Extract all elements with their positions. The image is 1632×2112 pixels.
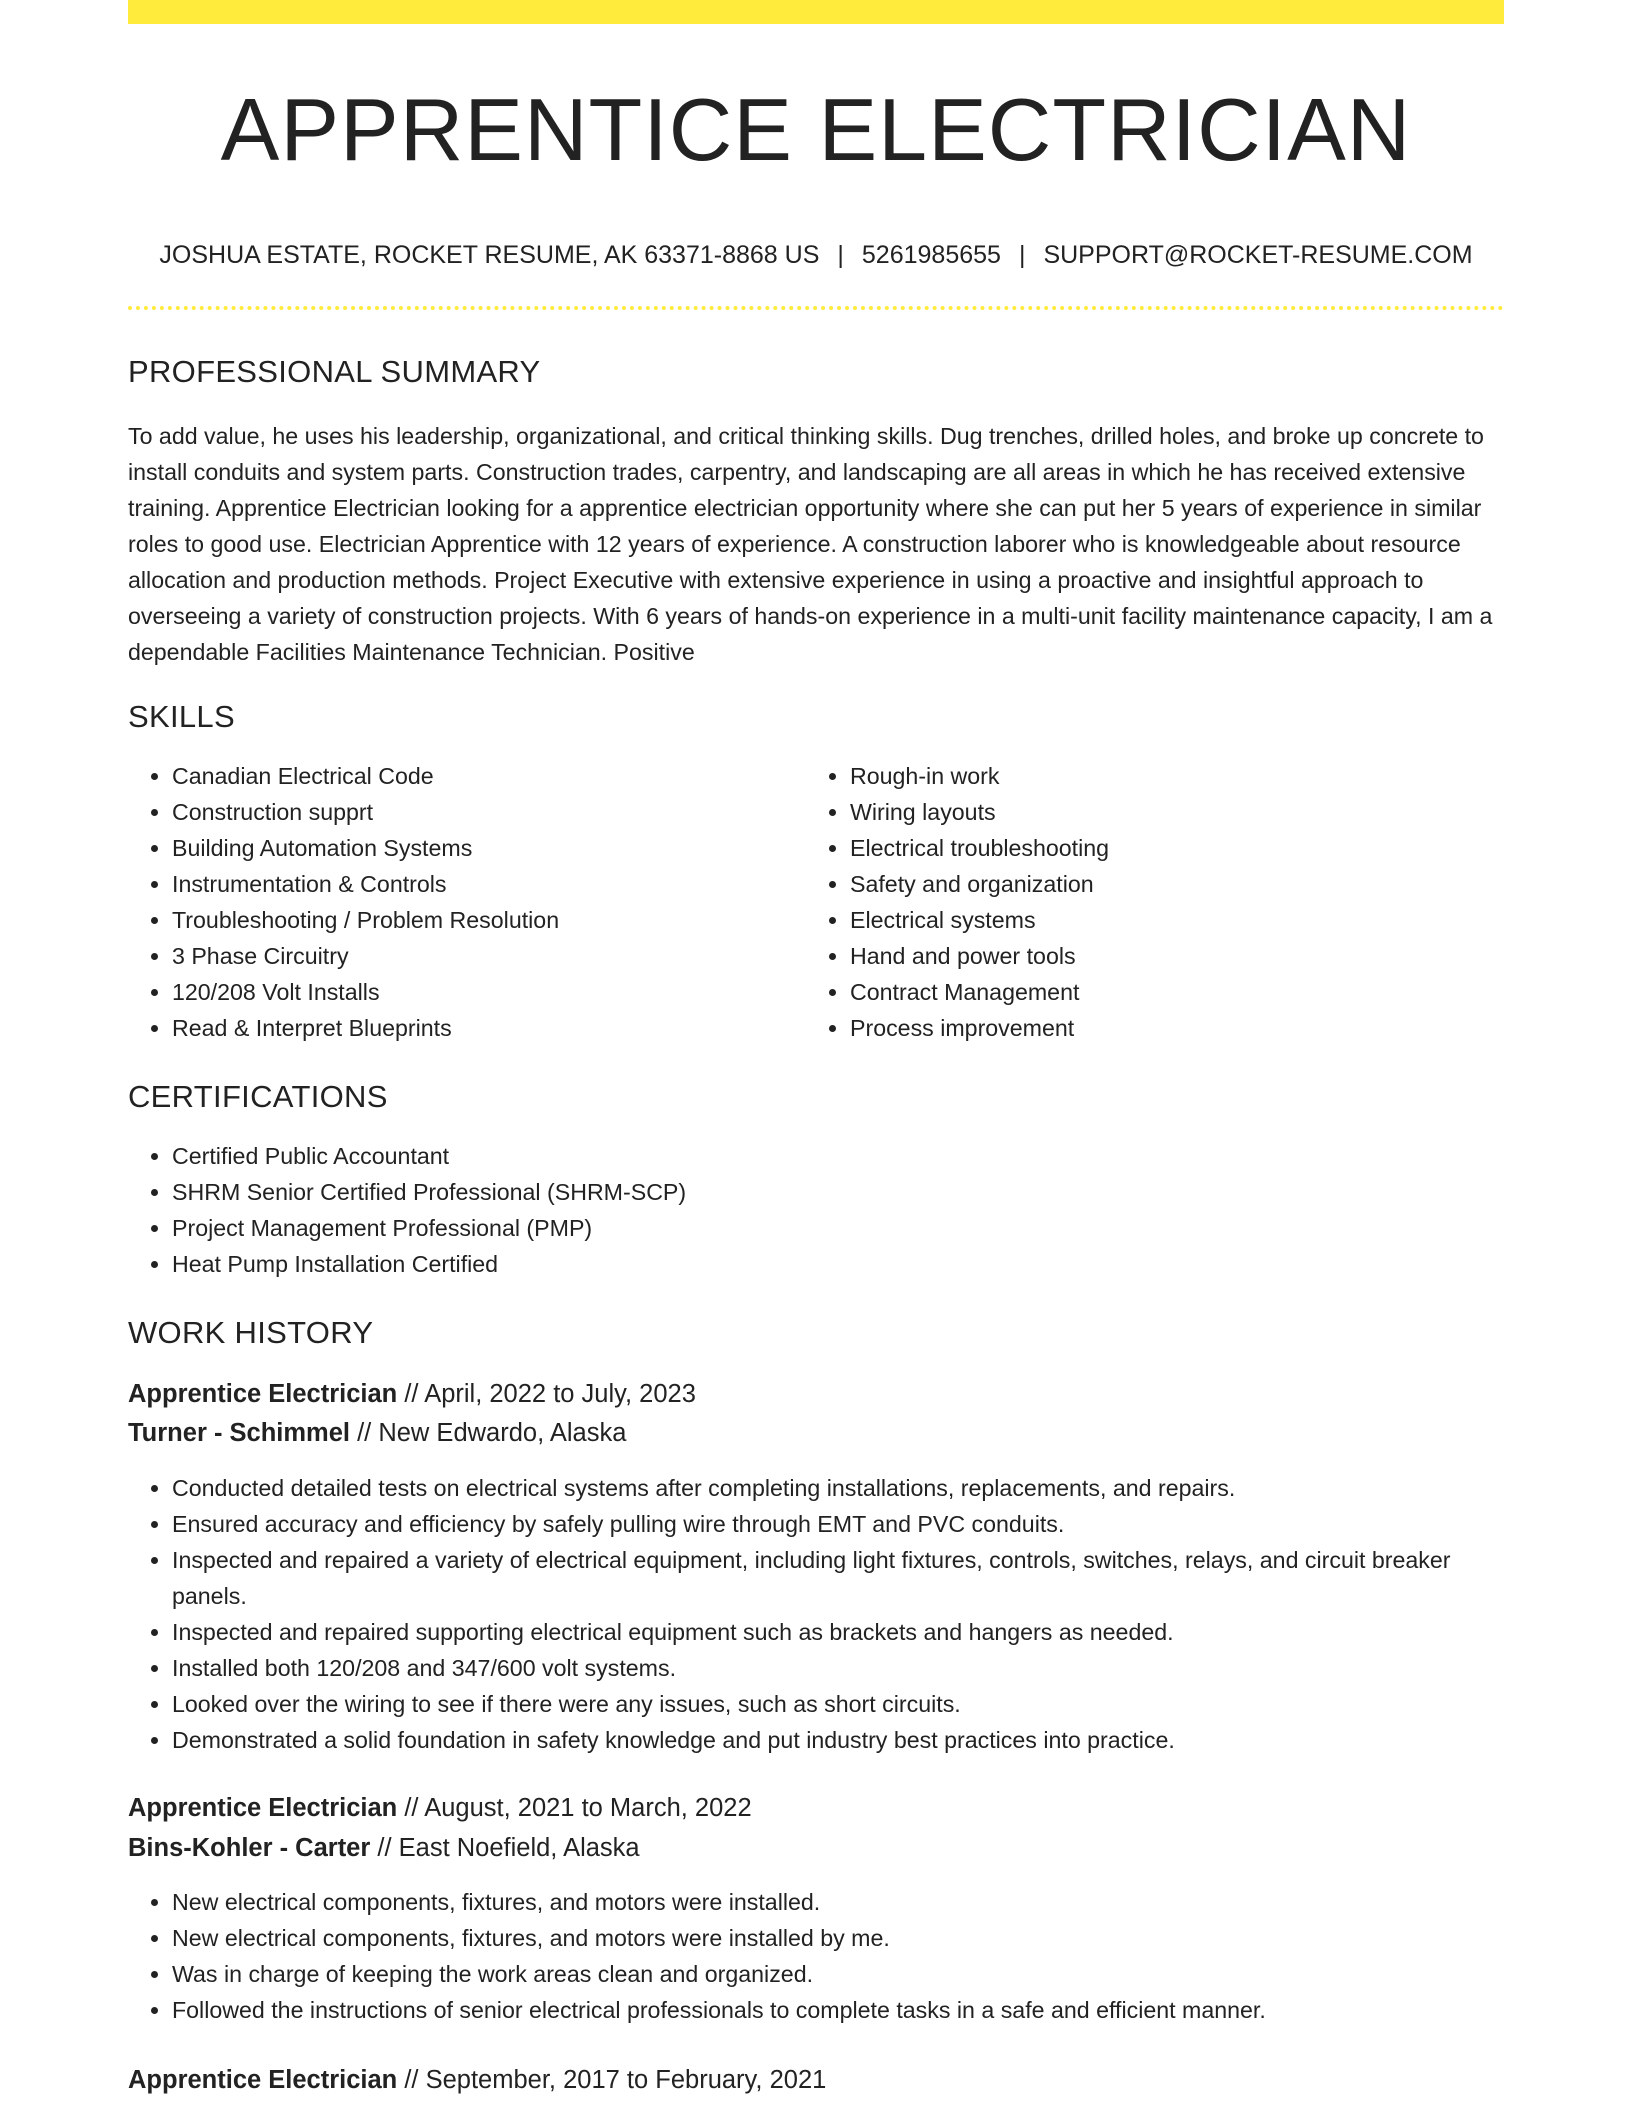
job-title-line <box>128 2061 1504 2099</box>
summary-text: To add value, he uses his leadership, organizational, and critical thinking skills. Dug trenches, drilled holes, and broke up concrete to install conduits and system parts. Construction trades, carpentry, and landscaping are all areas in which he has received extensive training. Apprentice Electrician looking for a apprentice electrician opportunity where she can put her 5 years of experience in similar roles to good use. Electrician Apprentice with 12 years of experience. A construction laborer who is knowledgeable about resource allocation and production methods. Project Executive with extensive experience in using a proactive and insightful approach to overseeing a variety of construction projects. With 6 years of hands-on experience in a multi-unit facility maintenance capacity, I am a dependable Facilities Maintenance Technician. Positive <box>128 423 1493 665</box>
job-bullet-list <box>128 1884 1504 2028</box>
job-bullet-list <box>128 1470 1504 1758</box>
work-history-heading: WORK HISTORY <box>128 1315 374 1350</box>
skill-item: • Building Automation Systems <box>172 830 788 866</box>
skill-item: • Contract Management <box>850 974 1466 1010</box>
job-bullet: • Demonstrated a solid foundation in safety knowledge and put industry best practices into practice. <box>172 1722 1504 1758</box>
job-company: Bins-Kohler - Carter <box>128 1834 371 1862</box>
job-bullet: • Looked over the wiring to see if there were any issues, such as short circuits. <box>172 1686 1504 1722</box>
skill-item: • Canadian Electrical Code <box>172 758 788 794</box>
job-company-line <box>128 1414 1504 1452</box>
certification-item: • Project Management Professional (PMP) <box>172 1210 1128 1246</box>
skill-item: • Rough-in work <box>850 758 1466 794</box>
skill-item: • Electrical systems <box>850 902 1466 938</box>
job-location: // East Noefield, Alaska <box>370 1834 640 1862</box>
skills-left-column <box>128 758 788 1046</box>
job-dates: // September, 2017 to February, 2021 <box>397 2066 827 2094</box>
skill-item: • Read & Interpret Blueprints <box>172 1010 788 1046</box>
job-role: Apprentice Electrician <box>128 1380 398 1408</box>
job-title-line <box>128 1375 1504 1413</box>
certification-item: • Heat Pump Installation Certified <box>172 1246 1128 1282</box>
job-bullet: • Inspected and repaired supporting electrical equipment such as brackets and hangers as needed. <box>172 1614 1504 1650</box>
skills-heading: SKILLS <box>128 699 235 734</box>
contact-phone: 5261985655 <box>861 241 1001 269</box>
contact-separator: | <box>837 241 844 269</box>
job-role: Apprentice Electrician <box>128 2066 398 2094</box>
skill-item: • Troubleshooting / Problem Resolution <box>172 902 788 938</box>
job-company-line <box>128 1829 1504 1867</box>
skill-item: • Instrumentation & Controls <box>172 866 788 902</box>
certification-item: • Certified Public Accountant <box>172 1138 1128 1174</box>
job-title-line <box>128 1789 1504 1827</box>
job-bullet: • New electrical components, fixtures, and motors were installed. <box>172 1884 1504 1920</box>
skill-item: • Process improvement <box>850 1010 1466 1046</box>
job-company: Turner - Schimmel <box>128 1419 350 1447</box>
job-bullet: • New electrical components, fixtures, and motors were installed by me. <box>172 1920 1504 1956</box>
certification-item: • SHRM Senior Certified Professional (SHRM-SCP) <box>172 1174 1128 1210</box>
job-dates: // April, 2022 to July, 2023 <box>397 1380 696 1408</box>
job-role: Apprentice Electrician <box>128 1794 398 1822</box>
certifications-block <box>128 1138 1128 1282</box>
job-bullet: • Conducted detailed tests on electrical systems after completing installations, replacements, and repairs. <box>172 1470 1504 1506</box>
job-dates: // August, 2021 to March, 2022 <box>397 1794 752 1822</box>
accent-top-bar <box>128 0 1504 24</box>
contact-email: SUPPORT@ROCKET-RESUME.COM <box>1043 241 1473 269</box>
job-bullets <box>128 1470 1504 1758</box>
skill-item: • Electrical troubleshooting <box>850 830 1466 866</box>
skills-left-list <box>128 758 788 1046</box>
certifications-heading: CERTIFICATIONS <box>128 1079 388 1114</box>
skill-item: • Construction supprt <box>172 794 788 830</box>
job-bullet: • Installed both 120/208 and 347/600 volt systems. <box>172 1650 1504 1686</box>
contact-line <box>128 238 1504 272</box>
skills-right-column <box>806 758 1466 1046</box>
job-bullet: • Ensured accuracy and efficiency by safely pulling wire through EMT and PVC conduits. <box>172 1506 1504 1542</box>
resume-title: APPRENTICE ELECTRICIAN <box>220 80 1412 179</box>
skill-item: • Safety and organization <box>850 866 1466 902</box>
job-bullets <box>128 1884 1504 2028</box>
skill-item: • 120/208 Volt Installs <box>172 974 788 1010</box>
job-bullet: • Followed the instructions of senior electrical professionals to complete tasks in a safe and efficient manner. <box>172 1992 1504 2028</box>
skill-item: • Hand and power tools <box>850 938 1466 974</box>
dotted-divider <box>128 306 1504 310</box>
skills-right-list <box>806 758 1466 1046</box>
summary-heading: PROFESSIONAL SUMMARY <box>128 354 541 389</box>
skill-item: • 3 Phase Circuitry <box>172 938 788 974</box>
contact-separator: | <box>1018 241 1026 269</box>
job-location: // New Edwardo, Alaska <box>350 1419 627 1447</box>
job-bullet: • Was in charge of keeping the work areas clean and organized. <box>172 1956 1504 1992</box>
skill-item: • Wiring layouts <box>850 794 1466 830</box>
job-bullet: • Inspected and repaired a variety of electrical equipment, including light fixtures, controls, switches, relays, and circuit breaker panels. <box>172 1542 1504 1614</box>
contact-address: JOSHUA ESTATE, ROCKET RESUME, AK 63371-8868 US <box>159 241 820 269</box>
certifications-list <box>128 1138 1128 1282</box>
